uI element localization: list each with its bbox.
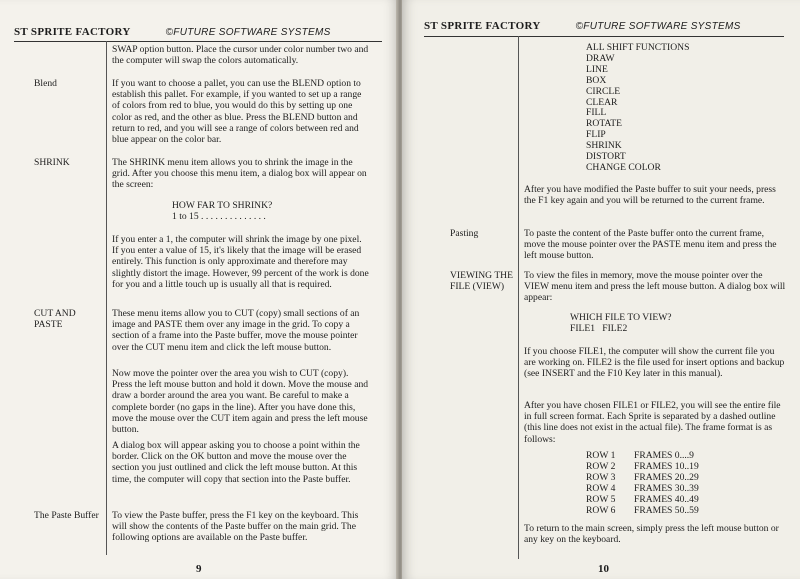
row-label: ROW 2 (586, 460, 616, 472)
frames-range: FRAMES 10..19 (634, 460, 699, 472)
after-choose-paragraph: After you have chosen FILE1 or FILE2, you will see the entire file in full screen format. Each Sprite is separated by a dashed outline (this line does not exist in the actual file). The frame format is as follows: (524, 400, 781, 445)
cut-paragraph-1: These menu items allow you to CUT (copy) small sections of an image and PASTE them over any image in the grid. To copy a section of a frame into the Paste buffer, move the mouse pointer over the CUT menu item and click the left mouse button. (112, 308, 360, 353)
cut-label-line1: CUT AND (34, 308, 76, 319)
view-dialog-files: FILE1 FILE2 (570, 323, 628, 335)
frames-range: FRAMES 30..39 (634, 482, 699, 494)
shrink-dialog (172, 200, 372, 222)
frames-range: FRAMES 20..29 (634, 471, 699, 483)
cut-label-line2: PASTE (34, 319, 63, 330)
frames-range: FRAMES 50..59 (634, 504, 699, 516)
list-item: FILL (586, 107, 607, 119)
row-label: ROW 4 (586, 482, 616, 494)
left-header (14, 26, 331, 38)
list-item: DRAW (586, 52, 615, 64)
after-modify-paragraph: After you have modified the Paste buffer to suit your needs, press the F1 key again and you will be returned to the current frame. (524, 184, 776, 207)
shrink-paragraph-2: If you enter a 1, the computer will shrink the image by one pixel. If you enter a value of 15, it's likely that the image will be erased entirely. This function is only approximate and therefore may slightly distort the image. However, 99 percent of the work is done for you and a little touch up is usually all that is required. (112, 234, 369, 290)
frames-range: FRAMES 40..49 (634, 493, 699, 505)
page-number: 10 (598, 563, 609, 575)
list-item: SHRINK (586, 140, 622, 152)
list-item: BOX (586, 74, 607, 86)
row-label: ROW 5 (586, 493, 616, 505)
margin-rule (518, 36, 519, 559)
blend-paragraph: If you want to choose a pallet, you can use the BLEND option to establish this pallet. For example, if you wanted to set up a range of colors from red to blue, you would do this by setting up one color as red, and the other as blue. Press the BLEND button and return to red, and you will see a range of colors between red and blue appear on the color bar. (112, 78, 362, 146)
list-item: LINE (586, 63, 608, 75)
page-number: 9 (196, 563, 202, 575)
header-title: ST SPRITE FACTORY (424, 20, 541, 32)
list-item: FLIP (586, 129, 606, 141)
viewing-paragraph: To view the files in memory, move the mouse pointer over the VIEW menu item and press the left mouse button. A dialog box will appear: (524, 270, 786, 304)
list-item: ALL SHIFT FUNCTIONS (586, 42, 690, 53)
row-label: ROW 3 (586, 471, 616, 483)
paste-buffer-label: The Paste Buffer (34, 510, 99, 521)
row-label: ROW 1 (586, 450, 616, 461)
cut-paragraph-2: Now move the pointer over the area you wish to CUT (copy). Press the left mouse button and hold it down. Move the mouse and draw a border around the area you want. Be careful to make a complete border (no gaps in the line). After you have done this, move the mouse over the CUT item again and press the left mouse button. (112, 368, 369, 436)
blend-label: Blend (34, 78, 57, 89)
margin-rule (106, 41, 107, 555)
header-company: ©FUTURE SOFTWARE SYSTEMS (575, 21, 741, 32)
header-company: ©FUTURE SOFTWARE SYSTEMS (165, 27, 331, 38)
pasting-paragraph: To paste the content of the Paste buffer onto the current frame, move the mouse pointer over the PASTE menu item and press the left mouse button. (524, 228, 777, 262)
list-item: CHANGE COLOR (586, 161, 661, 173)
shrink-paragraph: The SHRINK menu item allows you to shrink the image in the grid. After you choose this menu item, a dialog box will appear on the screen: (112, 157, 367, 191)
view-dialog-question: WHICH FILE TO VIEW? (570, 312, 672, 323)
frames-range: FRAMES 0....9 (634, 450, 694, 461)
table-row (586, 506, 699, 517)
view-dialog (570, 312, 770, 334)
row-label: ROW 6 (586, 504, 616, 516)
pasting-label: Pasting (450, 228, 479, 239)
cut-paragraph-3: A dialog box will appear asking you to choose a point within the border. Click on the OK button and move the mouse over the section you just outlined and click the left mouse button. At this time, the computer will copy that section into the Paste buffer. (112, 440, 360, 485)
cut-and-paste-label (34, 308, 76, 330)
list-item: CIRCLE (586, 85, 621, 97)
shrink-dialog-question: HOW FAR TO SHRINK? (172, 200, 273, 211)
return-paragraph: To return to the main screen, simply press the left mouse button or any key on the keyboard. (524, 523, 779, 546)
shrink-label: SHRINK (34, 157, 70, 168)
viewing-label-line2: FILE (VIEW) (450, 281, 505, 292)
table-row (586, 484, 699, 495)
list-item: ROTATE (586, 118, 623, 130)
file-choice-paragraph: If you choose FILE1, the computer will show the current file you are working on. FILE2 is the file used for insert options and backup (see INSERT and the F10 Key later in this manual). (524, 346, 785, 380)
right-header (424, 20, 741, 32)
shrink-dialog-range: 1 to 15 . . . . . . . . . . . . . . (172, 211, 266, 223)
viewing-label-line1: VIEWING THE (450, 270, 513, 281)
list-item: CLEAR (586, 96, 618, 108)
frame-format-table (586, 451, 699, 516)
header-rule (14, 41, 382, 42)
paste-buffer-paragraph: To view the Paste buffer, press the F1 key on the keyboard. This will show the contents of the Paste buffer on the main grid. The following options are available on the Paste buffer. (112, 510, 359, 544)
intro-paragraph: SWAP option button. Place the cursor under color number two and the computer will swap the colors automatically. (112, 44, 369, 67)
left-page (0, 0, 398, 579)
paste-options-list (586, 43, 689, 174)
list-item: DISTORT (586, 151, 626, 163)
header-title: ST SPRITE FACTORY (14, 26, 131, 38)
table-row (586, 495, 699, 506)
viewing-file-label (450, 270, 513, 292)
right-page (402, 0, 800, 579)
header-rule (424, 36, 784, 37)
